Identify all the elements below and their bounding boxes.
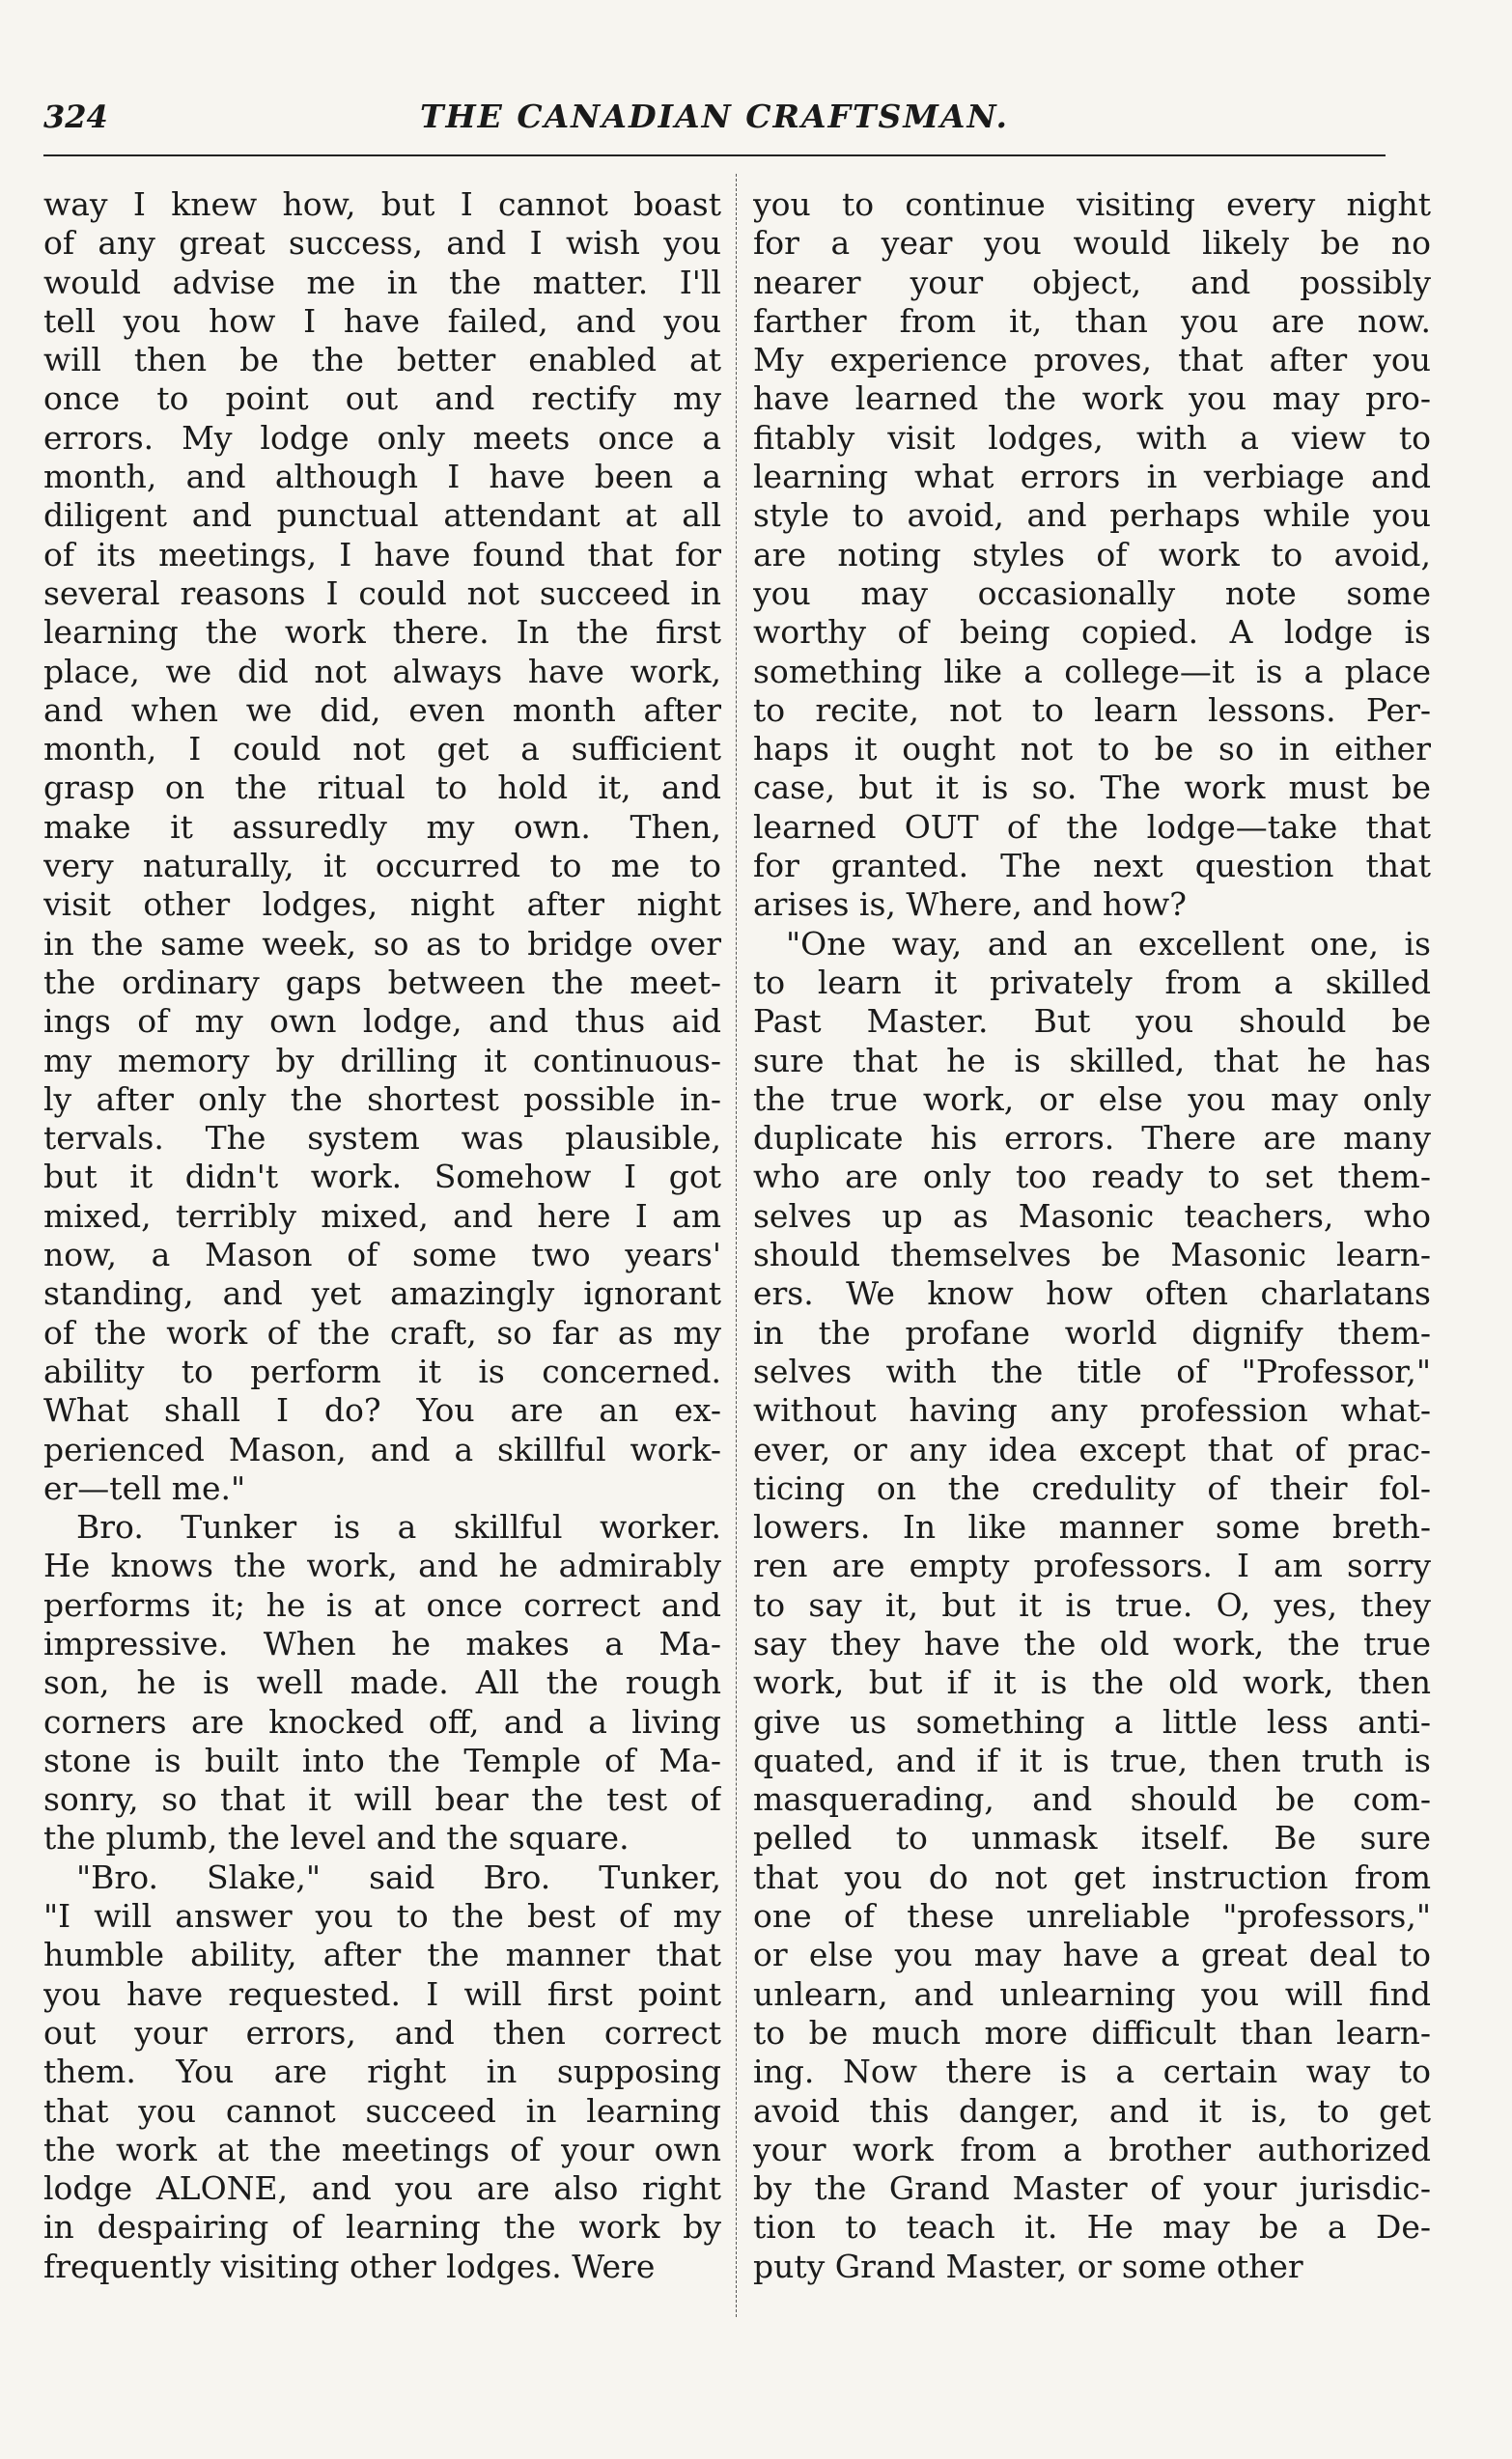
text-line: corners are knocked off, and a living (43, 1702, 721, 1741)
text-line: to be much more difficult than learn- (753, 2013, 1431, 2052)
text-line: masquerading, and should be com- (753, 1780, 1431, 1819)
text-line: perienced Mason, and a skillful work- (43, 1430, 721, 1468)
text-line: ticing on the credulity of their fol- (753, 1468, 1431, 1507)
text-line: the work at the meetings of your own (43, 2130, 721, 2168)
text-line: now, a Mason of some two years' (43, 1236, 721, 1274)
text-line: selves up as Masonic teachers, who (753, 1196, 1431, 1235)
text-line: you have requested. I will first point (43, 1974, 721, 2013)
text-line: Bro. Tunker is a skillful worker. (76, 1508, 721, 1547)
text-line: in the profane world dignify them- (753, 1313, 1431, 1352)
text-line: "I will answer you to the best of my (43, 1897, 721, 1936)
left-column (43, 185, 721, 2286)
text-line: frequently visiting other lodges. Were (43, 2247, 656, 2285)
text-line: of any great success, and I wish you (43, 224, 721, 263)
page-header (43, 95, 1386, 153)
text-line: learning what errors in verbiage and (753, 458, 1431, 496)
text-line: arises is, Where, and how? (753, 885, 1187, 924)
text-line: diligent and punctual attendant at all (43, 496, 721, 535)
text-line: make it assuredly my own. Then, (43, 807, 721, 846)
text-line: or else you may have a great deal to (753, 1936, 1431, 1974)
text-line: of its meetings, I have found that for (43, 535, 721, 573)
page-number: 324 (43, 98, 108, 135)
text-line: of the work of the craft, so far as my (43, 1313, 721, 1352)
text-line: to recite, not to learn lessons. Per- (753, 690, 1431, 729)
text-line: work, but if it is the old work, then (753, 1663, 1431, 1702)
text-line: humble ability, after the manner that (43, 1936, 721, 1974)
text-line: in the same week, so as to bridge over (43, 924, 721, 963)
text-line: fitably visit lodges, with a view to (753, 418, 1431, 457)
text-line: lodge ALONE, and you are also right (43, 2169, 721, 2208)
header-rule (43, 154, 1386, 156)
text-line: very naturally, it occurred to me to (43, 847, 721, 885)
text-line: several reasons I could not succeed in (43, 573, 721, 612)
text-line: lowers. In like manner some breth- (753, 1508, 1431, 1547)
text-line: place, we did not always have work, (43, 652, 721, 690)
text-line: farther from it, than you are now. (753, 301, 1431, 340)
text-line: will then be the better enabled at (43, 341, 721, 379)
text-line: once to point out and rectify my (43, 379, 721, 418)
text-line: but it didn't work. Somehow I got (43, 1158, 721, 1196)
text-line: you to continue visiting every night (753, 185, 1431, 223)
text-line: way I knew how, but I cannot boast (43, 185, 721, 223)
text-line: stone is built into the Temple of Ma- (43, 1741, 721, 1779)
text-line: What shall I do? You are an ex- (43, 1391, 721, 1430)
text-line: that you do not get instruction from (753, 1858, 1431, 1896)
text-line: you may occasionally note some (753, 573, 1431, 612)
text-line: learned OUT of the lodge—take that (753, 807, 1431, 846)
text-line: should themselves be Masonic learn- (753, 1236, 1431, 1274)
text-line: to learn it privately from a skilled (753, 963, 1431, 1001)
text-line: unlearn, and unlearning you will find (753, 1974, 1431, 2013)
text-line: visit other lodges, night after night (43, 885, 721, 924)
text-line: them. You are right in supposing (43, 2053, 721, 2091)
text-line: ren are empty professors. I am sorry (753, 1547, 1431, 1585)
text-line: ability to perform it is concerned. (43, 1352, 721, 1390)
text-line: My experience proves, that after you (753, 341, 1431, 379)
text-line: impressive. When he makes a Ma- (43, 1624, 721, 1663)
text-line: for granted. The next question that (753, 847, 1431, 885)
text-line: tell you how I have failed, and you (43, 301, 721, 340)
text-line: month, and although I have been a (43, 458, 721, 496)
text-line: worthy of being copied. A lodge is (753, 613, 1431, 652)
text-line: duplicate his errors. There are many (753, 1119, 1431, 1158)
text-line: the ordinary gaps between the meet- (43, 963, 721, 1001)
text-line: out your errors, and then correct (43, 2013, 721, 2052)
text-line: mixed, terribly mixed, and here I am (43, 1196, 721, 1235)
text-line: pelled to unmask itself. Be sure (753, 1819, 1431, 1858)
text-line: something like a college—it is a place (753, 652, 1431, 690)
text-line: standing, and yet amazingly ignorant (43, 1274, 721, 1313)
text-line: without having any profession what- (753, 1391, 1431, 1430)
text-line: errors. My lodge only meets once a (43, 418, 721, 457)
right-column (753, 185, 1431, 2286)
text-line: tervals. The system was plausible, (43, 1119, 721, 1158)
text-line: "One way, and an excellent one, is (786, 924, 1431, 963)
text-line: ly after only the shortest possible in- (43, 1079, 721, 1118)
text-line: your work from a brother authorized (753, 2130, 1431, 2168)
text-line: puty Grand Master, or some other (753, 2247, 1303, 2285)
running-title: THE CANADIAN CRAFTSMAN. (419, 98, 1010, 135)
text-line: sure that he is skilled, that he has (753, 1041, 1431, 1079)
text-line: have learned the work you may pro- (753, 379, 1431, 418)
text-line: He knows the work, and he admirably (43, 1547, 721, 1585)
text-line: tion to teach it. He may be a De- (753, 2208, 1431, 2247)
text-line: er—tell me." (43, 1468, 246, 1507)
text-line: nearer your object, and possibly (753, 263, 1431, 301)
text-line: are noting styles of work to avoid, (753, 535, 1431, 573)
text-line: case, but it is so. The work must be (753, 768, 1431, 807)
text-line: the plumb, the level and the square. (43, 1819, 630, 1858)
text-line: ing. Now there is a certain way to (753, 2053, 1431, 2091)
text-line: say they have the old work, the true (753, 1624, 1431, 1663)
text-line: learning the work there. In the first (43, 613, 721, 652)
text-line: for a year you would likely be no (753, 224, 1431, 263)
text-line: the true work, or else you may only (753, 1079, 1431, 1118)
text-line: would advise me in the matter. I'll (43, 263, 721, 301)
text-line: ever, or any idea except that of prac- (753, 1430, 1431, 1468)
text-line: my memory by drilling it continuous- (43, 1041, 721, 1079)
text-line: haps it ought not to be so in either (753, 730, 1431, 768)
text-line: selves with the title of "Professor," (753, 1352, 1431, 1390)
text-line: ers. We know how often charlatans (753, 1274, 1431, 1313)
text-line: style to avoid, and perhaps while you (753, 496, 1431, 535)
text-line: "Bro. Slake," said Bro. Tunker, (76, 1858, 721, 1896)
text-line: and when we did, even month after (43, 690, 721, 729)
text-line: performs it; he is at once correct and (43, 1585, 721, 1624)
text-line: in despairing of learning the work by (43, 2208, 721, 2247)
text-line: ings of my own lodge, and thus aid (43, 1002, 721, 1041)
text-line: grasp on the ritual to hold it, and (43, 768, 721, 807)
text-line: sonry, so that it will bear the test of (43, 1780, 721, 1819)
text-line: who are only too ready to set them- (753, 1158, 1431, 1196)
column-divider (736, 174, 737, 2317)
text-line: one of these unreliable "professors," (753, 1897, 1431, 1936)
text-line: month, I could not get a sufficient (43, 730, 721, 768)
text-line: Past Master. But you should be (753, 1002, 1431, 1041)
text-line: son, he is well made. All the rough (43, 1663, 721, 1702)
text-line: that you cannot succeed in learning (43, 2091, 721, 2130)
text-line: give us something a little less anti- (753, 1702, 1431, 1741)
text-line: quated, and if it is true, then truth is (753, 1741, 1431, 1779)
text-line: by the Grand Master of your jurisdic- (753, 2169, 1431, 2208)
text-line: to say it, but it is true. O, yes, they (753, 1585, 1431, 1624)
text-line: avoid this danger, and it is, to get (753, 2091, 1431, 2130)
